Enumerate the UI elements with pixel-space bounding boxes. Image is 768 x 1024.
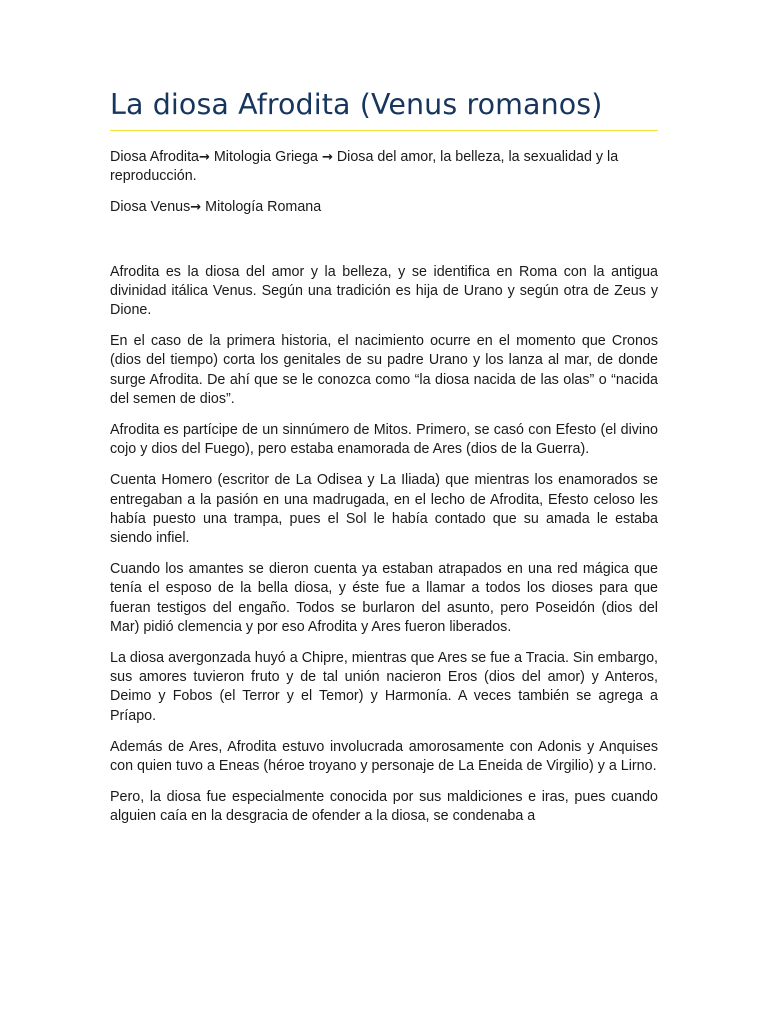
paragraph-homero: Cuenta Homero (escritor de La Odisea y La Iliada) que mientras los enamorados se entregaban a la pasión en una madrugada, en el lecho de Afrodita, Efesto celoso les había puesto una trampa, pues el Sol le había contado que su amada le estaba siendo infiel. xyxy=(110,472,658,547)
right-arrow-icon: → xyxy=(321,150,333,165)
paragraph-origin: Afrodita es la diosa del amor y la belleza, y se identifica en Roma con la antigua divinidad itálica Venus. Según una tradición es hija de Urano y según otra de Zeus y Dione. xyxy=(110,263,658,319)
paragraph-birth: En el caso de la primera historia, el nacimiento ocurre en el momento que Cronos (dios del tiempo) corta los genitales de su padre Urano y los lanza al mar, de donde surge Afrodita. De ahí que se le conozca como “la diosa nacida de las olas” o “nacida del semen de dios”. xyxy=(110,333,658,407)
paragraph-lovers: Además de Ares, Afrodita estuvo involucrada amorosamente con Adonis y Anquises con quien tuvo a Eneas (héroe troyano y personaje de La Eneida de Virgilio) y a Lirno. xyxy=(110,738,658,775)
right-arrow-icon: → xyxy=(190,200,202,216)
paragraph-marriage: Afrodita es partícipe de un sinnúmero de Mitos. Primero, se casó con Efesto (el divino cojo y dios del Fuego), pero estaba enamorada de Ares (dios de la Guerra). xyxy=(110,422,658,458)
intro-venus-name: Diosa Venus xyxy=(110,199,191,216)
document-page xyxy=(110,86,658,839)
paragraph-curses: Pero, la diosa fue especialmente conocida por sus maldiciones e iras, pues cuando alguien caía en la desgracia de ofender a la diosa, se condenaba a xyxy=(110,789,658,825)
right-arrow-icon: → xyxy=(199,150,210,165)
intro-line-afrodita xyxy=(110,148,658,186)
intro-afrodita-description: Diosa del amor, la belleza, la sexualidad y la reproducción. xyxy=(110,149,619,185)
intro-afrodita-mythology: Mitologia Griega xyxy=(209,149,322,165)
paragraph-children: La diosa avergonzada huyó a Chipre, mientras que Ares se fue a Tracia. Sin embargo, sus amores tuvieron fruto y de tal unión nacieron Eros (dios del amor) y Anteros, Deimo y Fobos (el Terror y el Temor) y Harmonía. A veces también se agrega a Príapo. xyxy=(110,650,658,724)
intro-afrodita-name: Diosa Afrodita xyxy=(110,149,200,165)
blank-line xyxy=(110,230,658,263)
document-title: La diosa Afrodita (Venus romanos) xyxy=(110,88,603,121)
paragraph-trap: Cuando los amantes se dieron cuenta ya estaban atrapados en una red mágica que tenía el esposo de la bella diosa, y éste fue a llamar a todos los dioses para que fueran testigos del engaño. Todos se burlaron del asunto, pero Poseidón (dios del Mar) pidió clemencia y por eso Afrodita y Ares fueron liberados. xyxy=(110,561,658,635)
intro-venus-mythology: Mitología Romana xyxy=(201,199,322,216)
intro-line-venus xyxy=(110,198,658,217)
title-underline-rule xyxy=(110,130,658,131)
